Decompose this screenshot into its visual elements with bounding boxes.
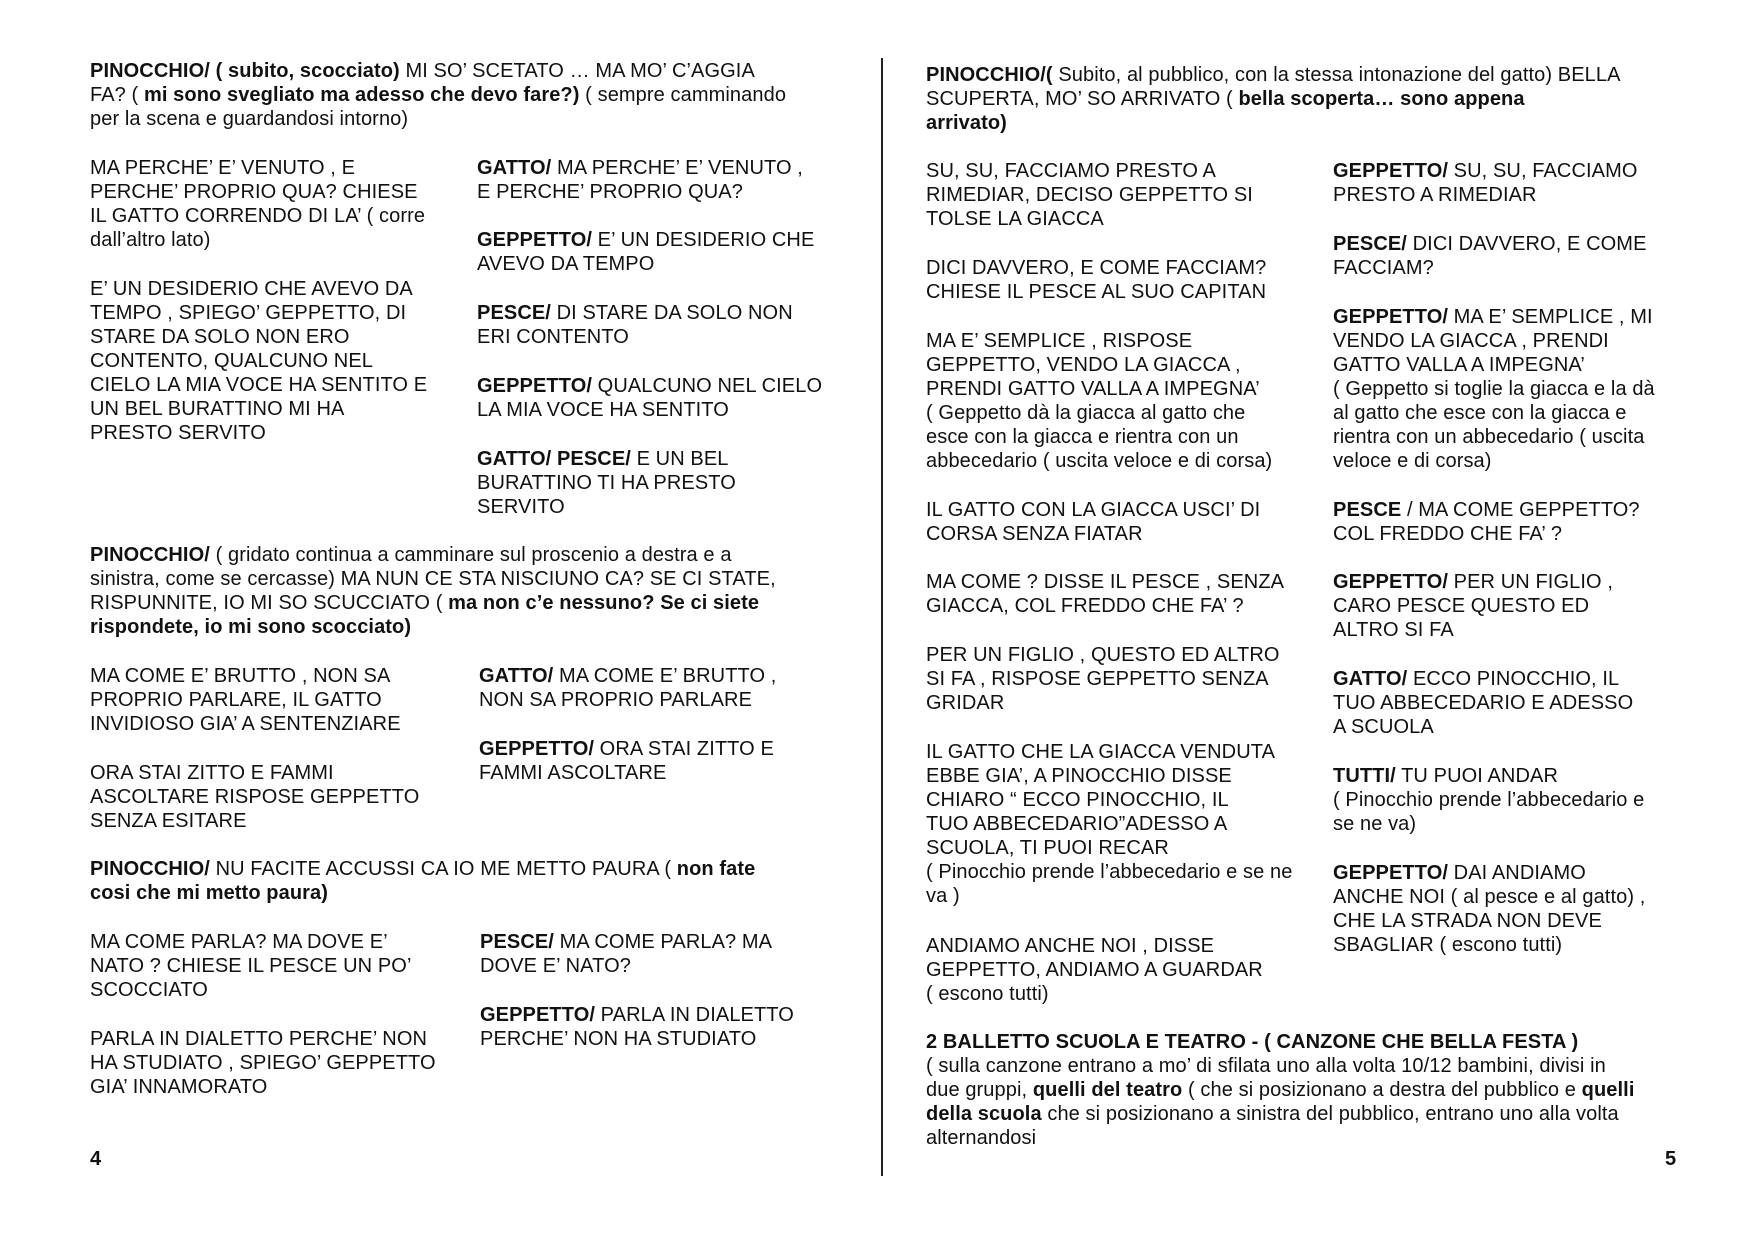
dialogue-line: GEPPETTO/ PER UN FIGLIO , CARO PESCE QUESTO ED ALTRO SI FA [1333,571,1613,641]
dialogue-line: PESCE/ DI STARE DA SOLO NON ERI CONTENTO [477,302,793,348]
pinocchio-line-1: PINOCCHIO/( Subito, al pubblico, con la stessa intonazione del gatto) BELLA SCUPERTA, MO’ SO ARRIVATO ( bella scoperta… sono appena arrivato) [926,64,1621,134]
translation-text: ma non c’e nessuno? Se ci siete rispondete, io mi sono scocciato) [90,592,760,638]
dialogue-line: GEPPETTO/ MA E’ SEMPLICE , MI VENDO LA GIACCA , PRENDI GATTO VALLA A IMPEGNA’ ( Geppetto si toglie la giacca e la dà al gatto che esce con la giacca e rientra con un abbecedario ( uscita veloce e di corsa) [1333,306,1655,472]
speaker-label: PESCE [1333,499,1402,521]
speaker-label: GEPPETTO/ [480,1004,596,1026]
dialogue-line: GATTO/ MA PERCHE’ E’ VENUTO , E PERCHE’ PROPRIO QUA? [477,157,803,203]
dialogue-line: GEPPETTO/ E’ UN DESIDERIO CHE AVEVO DA TEMPO [477,229,815,275]
narration-block: ORA STAI ZITTO E FAMMI ASCOLTARE RISPOSE GEPPETTO SENZA ESITARE [90,762,420,832]
stage-direction-bold: ( subito, scocciato) [209,60,400,82]
narration-block: IL GATTO CON LA GIACCA USCI’ DI CORSA SENZA FIATAR [926,499,1261,545]
speaker-label: PESCE/ [480,931,554,953]
speaker-label: PINOCCHIO/( [926,64,1053,86]
narration-block: IL GATTO CHE LA GIACCA VENDUTA EBBE GIA’, A PINOCCHIO DISSE CHIARO “ ECCO PINOCCHIO, IL TUO ABBECEDARIO”ADESSO A SCUOLA, TI PUOI RECAR ( Pinocchio prende l’abbecedario e se ne va ) [926,741,1293,907]
section-description: ( sulla canzone entrano a mo’ di sfilata uno alla volta 10/12 bambini, divisi in due gruppi, quelli del teatro ( che si posizionano a destra del pubblico e quelli della scuola che si posizionano a sinistra del pubblico, entrano uno alla volta alternandosi [926,1055,1635,1149]
dialogue-text: MI SO’ SCETATO … MA MO’ C’AGGIA FA? ( [90,60,755,106]
speaker-label: GEPPETTO/ [477,375,593,397]
translation-text: mi sono svegliato ma adesso che devo fare?) [143,84,580,106]
dialogue-line: GATTO/ ECCO PINOCCHIO, IL TUO ABBECEDARIO E ADESSO A SCUOLA [1333,668,1634,738]
pinocchio-line-3: PINOCCHIO/ NU FACITE ACCUSSI CA IO ME METTO PAURA ( non fate cosi che mi metto paura) [90,858,756,904]
speaker-label: GEPPETTO/ [479,738,595,760]
dialogue-line: GEPPETTO/ ORA STAI ZITTO E FAMMI ASCOLTARE [479,738,774,784]
dialogue-line: TUTTI/ TU PUOI ANDAR ( Pinocchio prende l’abbecedario e se ne va) [1333,765,1645,835]
narration-block: MA E’ SEMPLICE , RISPOSE GEPPETTO, VENDO LA GIACCA , PRENDI GATTO VALLA A IMPEGNA’ ( Geppetto dà la giacca al gatto che esce con la giacca e rientra con un abbecedario ( uscita veloce e di corsa) [926,330,1273,472]
dialogue-line: PESCE / MA COME GEPPETTO? COL FREDDO CHE FA’ ? [1333,499,1640,545]
speaker-label: GATTO/ PESCE/ [477,448,631,470]
dialogue-line: PESCE/ DICI DAVVERO, E COME FACCIAM? [1333,233,1647,279]
dialogue-line: GATTO/ PESCE/ E UN BEL BURATTINO TI HA PRESTO SERVITO [477,448,736,518]
speaker-label: PINOCCHIO/ [90,544,210,566]
speaker-label: GEPPETTO/ [1333,306,1449,328]
pinocchio-line-2: PINOCCHIO/ ( gridato continua a camminare sul proscenio a destra e a sinistra, come se cercasse) MA NUN CE STA NISCIUNO CA? SE CI STATE, RISPUNNITE, IO MI SO SCUCCIATO ( ma non c’e nessuno? Se ci siete rispondete, io mi sono scocciato) [90,544,776,638]
narration-block: ANDIAMO ANCHE NOI , DISSE GEPPETTO, ANDIAMO A GUARDAR ( escono tutti) [926,935,1263,1005]
speaker-label: PESCE/ [477,302,551,324]
narration-block: MA PERCHE’ E’ VENUTO , E PERCHE’ PROPRIO QUA? CHIESE IL GATTO CORRENDO DI LA’ ( corre dall’altro lato) [90,157,426,251]
speaker-label: PESCE/ [1333,233,1407,255]
page-number: 5 [1665,1148,1677,1170]
page-divider [881,58,883,1176]
narration-block: MA COME E’ BRUTTO , NON SA PROPRIO PARLARE, IL GATTO INVIDIOSO GIA’ A SENTENZIARE [90,665,401,735]
translation-text: non fate cosi che mi metto paura) [90,858,756,904]
speaker-label: GEPPETTO/ [1333,160,1449,182]
speaker-label: GEPPETTO/ [1333,571,1449,593]
speaker-label: PINOCCHIO/ [90,60,210,82]
speaker-label: PINOCCHIO/ [90,858,210,880]
right-page [885,0,1754,1240]
speaker-label: GATTO/ [477,157,552,179]
speaker-label: GEPPETTO/ [477,229,593,251]
speaker-label: GATTO/ [1333,668,1408,690]
narration-block: PARLA IN DIALETTO PERCHE’ NON HA STUDIATO , SPIEGO’ GEPPETTO GIA’ INNAMORATO [90,1028,436,1098]
narration-block: SU, SU, FACCIAMO PRESTO A RIMEDIAR, DECISO GEPPETTO SI TOLSE LA GIACCA [926,160,1253,230]
stage-direction: ( sempre camminando per la scena e guardandosi intorno) [90,84,787,130]
narration-block: E’ UN DESIDERIO CHE AVEVO DA TEMPO , SPIEGO’ GEPPETTO, DI STARE DA SOLO NON ERO CONTENTO, QUALCUNO NEL CIELO LA MIA VOCE HA SENTITO E UN BEL BURATTINO MI HA PRESTO SERVITO [90,278,428,444]
narration-block: MA COME PARLA? MA DOVE E’ NATO ? CHIESE IL PESCE UN PO’ SCOCCIATO [90,931,412,1001]
dialogue-line: GEPPETTO/ PARLA IN DIALETTO PERCHE’ NON HA STUDIATO [480,1004,794,1050]
section-heading: 2 BALLETTO SCUOLA E TEATRO - ( CANZONE CHE BELLA FESTA ) [926,1031,1579,1053]
dialogue-line: PESCE/ MA COME PARLA? MA DOVE E’ NATO? [480,931,773,977]
dialogue-line: GEPPETTO/ DAI ANDIAMO ANCHE NOI ( al pesce e al gatto) , CHE LA STRADA NON DEVE SBAGLIAR ( escono tutti) [1333,862,1646,956]
dialogue-line: GEPPETTO/ SU, SU, FACCIAMO PRESTO A RIMEDIAR [1333,160,1638,206]
page-number: 4 [90,1148,102,1170]
dialogue-line: GEPPETTO/ QUALCUNO NEL CIELO LA MIA VOCE HA SENTITO [477,375,823,421]
speaker-label: GATTO/ [479,665,554,687]
translation-text: bella scoperta… sono appena arrivato) [926,88,1525,134]
narration-block: MA COME ? DISSE IL PESCE , SENZA GIACCA, COL FREDDO CHE FA’ ? [926,571,1285,617]
speaker-label: GEPPETTO/ [1333,862,1449,884]
speaker-label: TUTTI/ [1333,765,1396,787]
narration-block: DICI DAVVERO, E COME FACCIAM? CHIESE IL PESCE AL SUO CAPITAN [926,257,1267,303]
pinocchio-line-1 [90,59,850,131]
narration-block: PER UN FIGLIO , QUESTO ED ALTRO SI FA , RISPOSE GEPPETTO SENZA GRIDAR [926,644,1280,714]
dialogue-line: GATTO/ MA COME E’ BRUTTO , NON SA PROPRIO PARLARE [479,665,777,711]
